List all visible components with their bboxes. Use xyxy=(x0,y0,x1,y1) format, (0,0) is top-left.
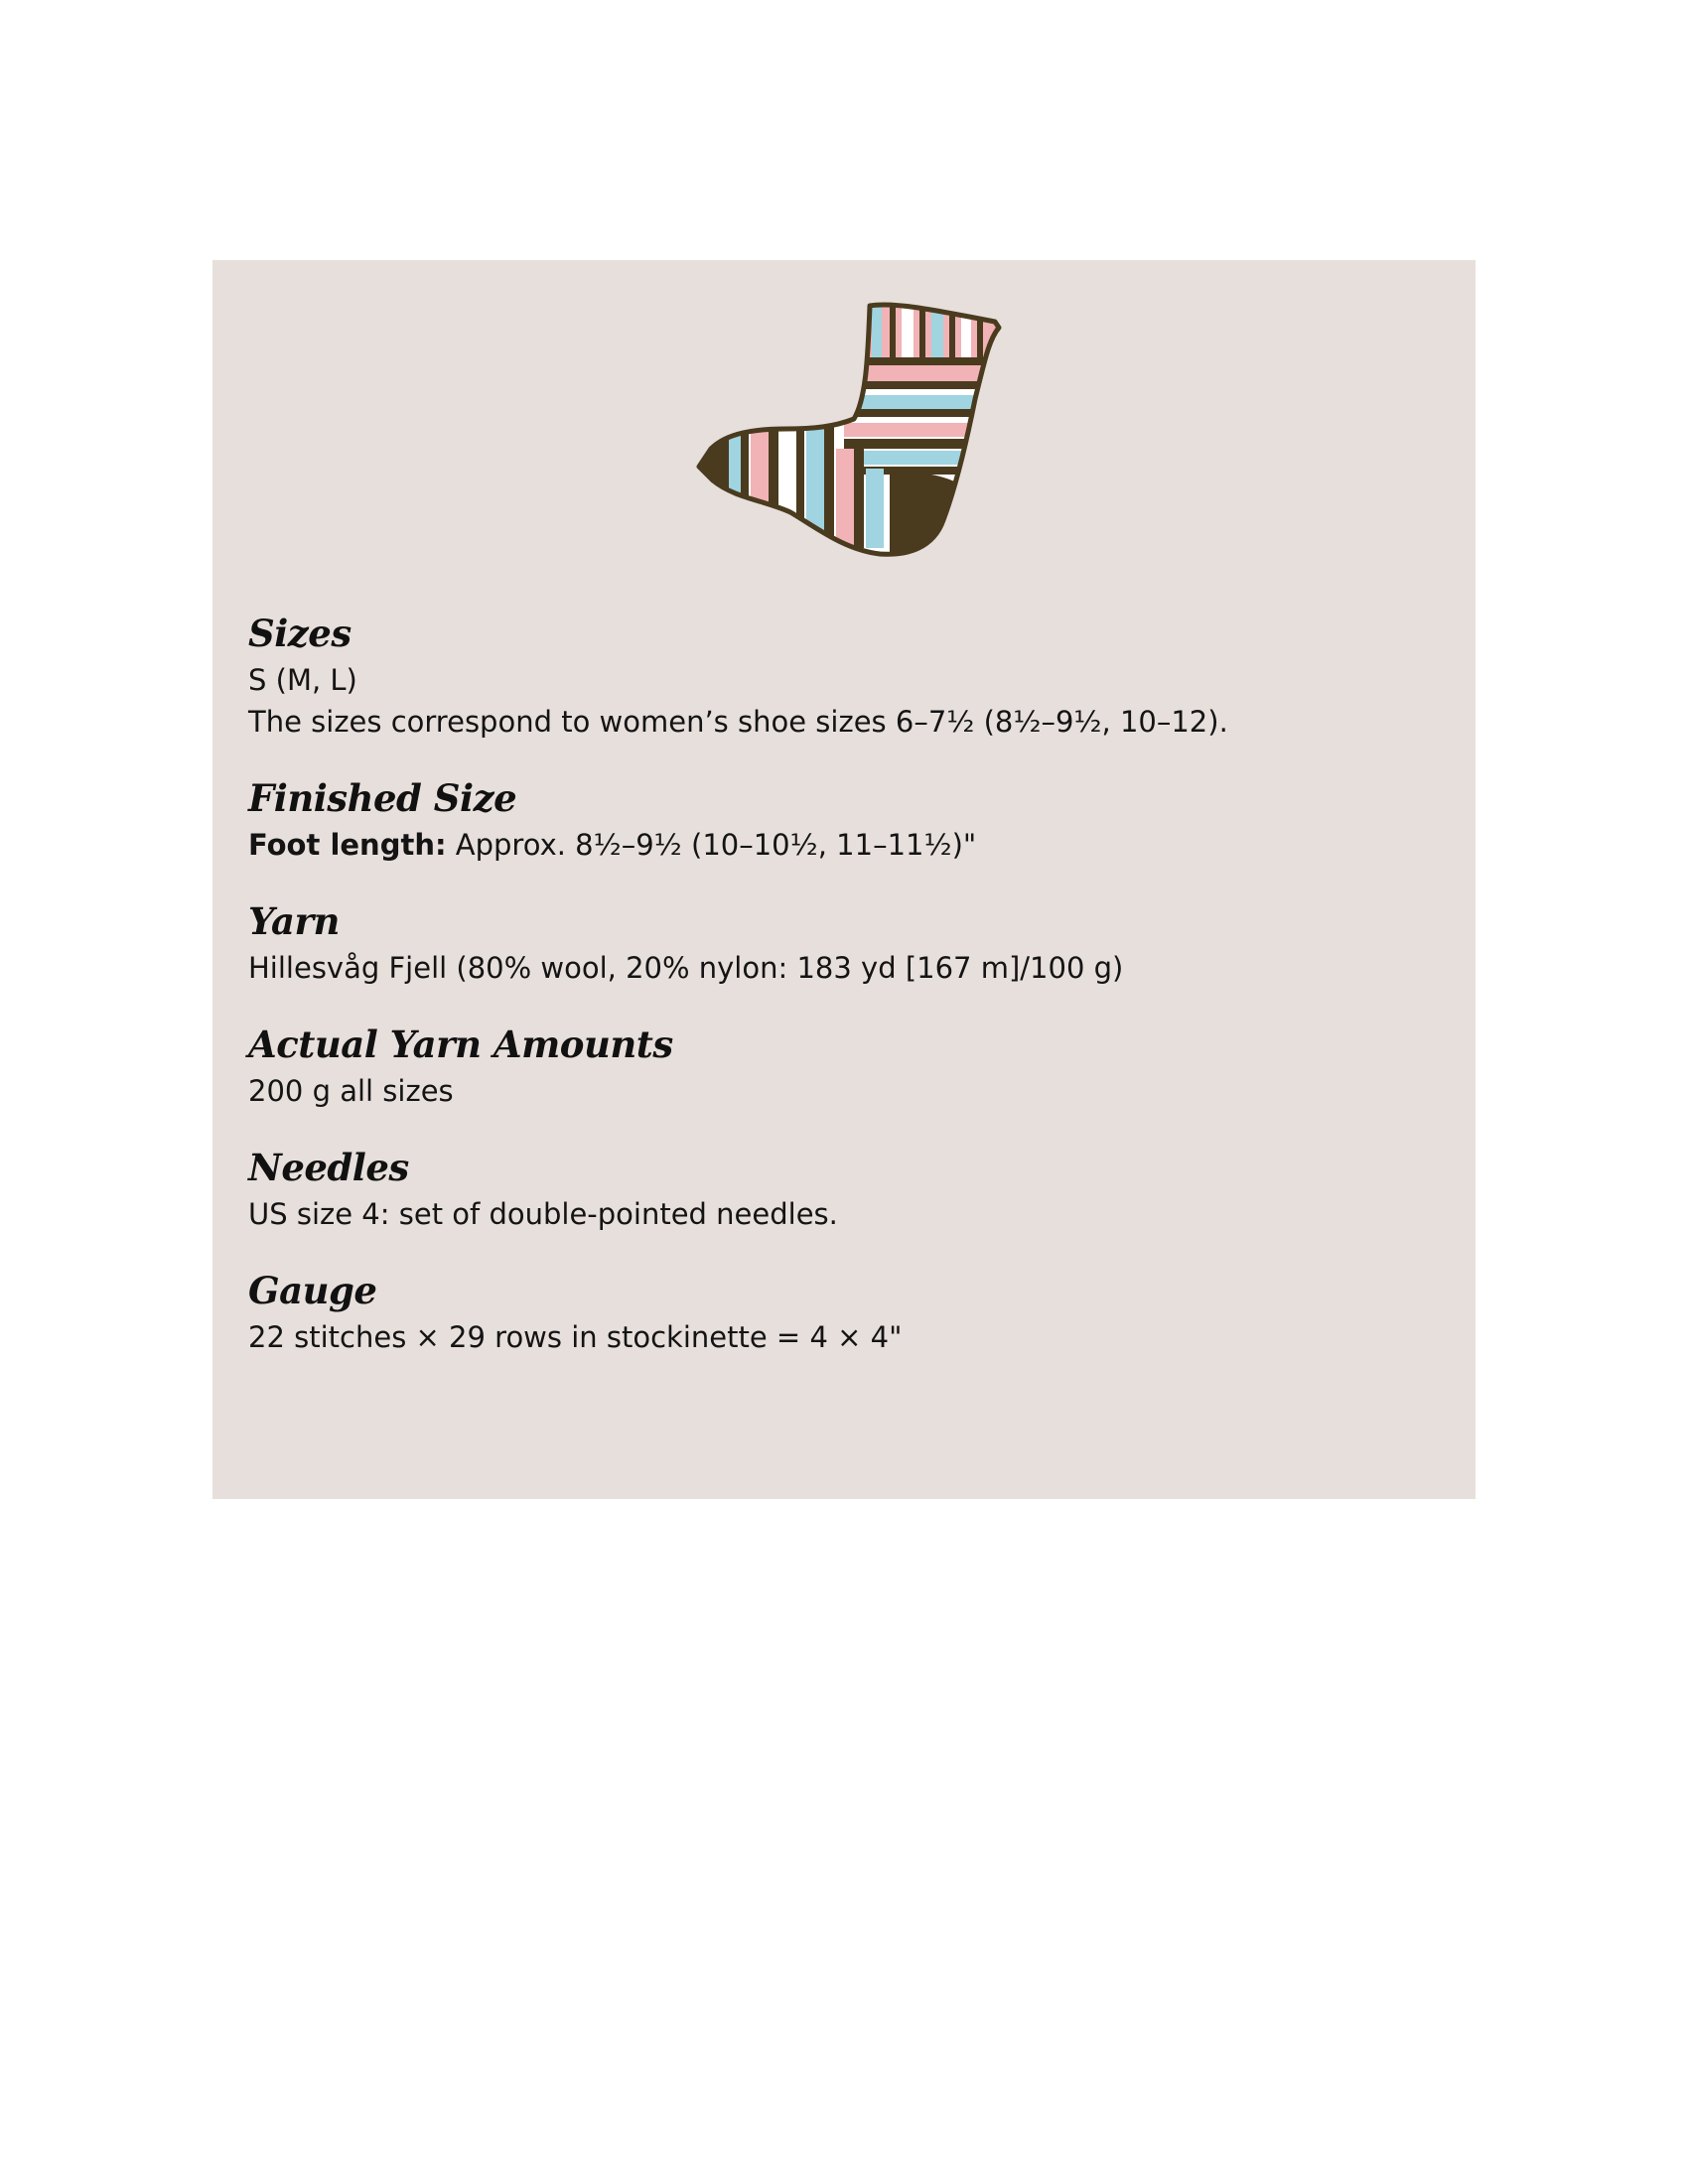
foot-length-line xyxy=(248,824,1440,866)
yarn-amounts-section xyxy=(248,1019,1440,1112)
gauge-section xyxy=(248,1265,1440,1358)
pattern-details xyxy=(248,608,1440,1388)
gauge-description: 22 stitches × 29 rows in stockinette = 4 × 4" xyxy=(248,1320,903,1354)
sock-icon xyxy=(695,300,1003,558)
yarn-description: Hillesvåg Fjell (80% wool, 20% nylon: 183 yd [167 m]/100 g) xyxy=(248,951,1124,985)
needles-section xyxy=(248,1142,1440,1235)
yarn-amounts-heading: Actual Yarn Amounts xyxy=(248,1023,673,1066)
sizes-heading: Sizes xyxy=(248,612,352,655)
finished-size-section xyxy=(248,772,1440,866)
sock-illustration xyxy=(695,300,1003,558)
foot-length-label: Foot length: xyxy=(248,828,447,862)
info-panel xyxy=(212,260,1476,1499)
needles-description: US size 4: set of double-pointed needles. xyxy=(248,1197,838,1231)
foot-length-value: Approx. 8½–9½ (10–10½, 11–11½)" xyxy=(446,828,977,862)
needles-heading: Needles xyxy=(248,1146,409,1189)
gauge-heading: Gauge xyxy=(248,1269,377,1312)
yarn-heading: Yarn xyxy=(248,899,340,943)
yarn-amounts-value: 200 g all sizes xyxy=(248,1074,454,1108)
yarn-section xyxy=(248,895,1440,989)
sizes-list: S (M, L) xyxy=(248,663,357,697)
finished-size-heading: Finished Size xyxy=(248,776,517,820)
sizes-shoe-note: The sizes correspond to women’s shoe sizes 6–7½ (8½–9½, 10–12). xyxy=(248,705,1228,739)
sizes-section xyxy=(248,608,1440,743)
